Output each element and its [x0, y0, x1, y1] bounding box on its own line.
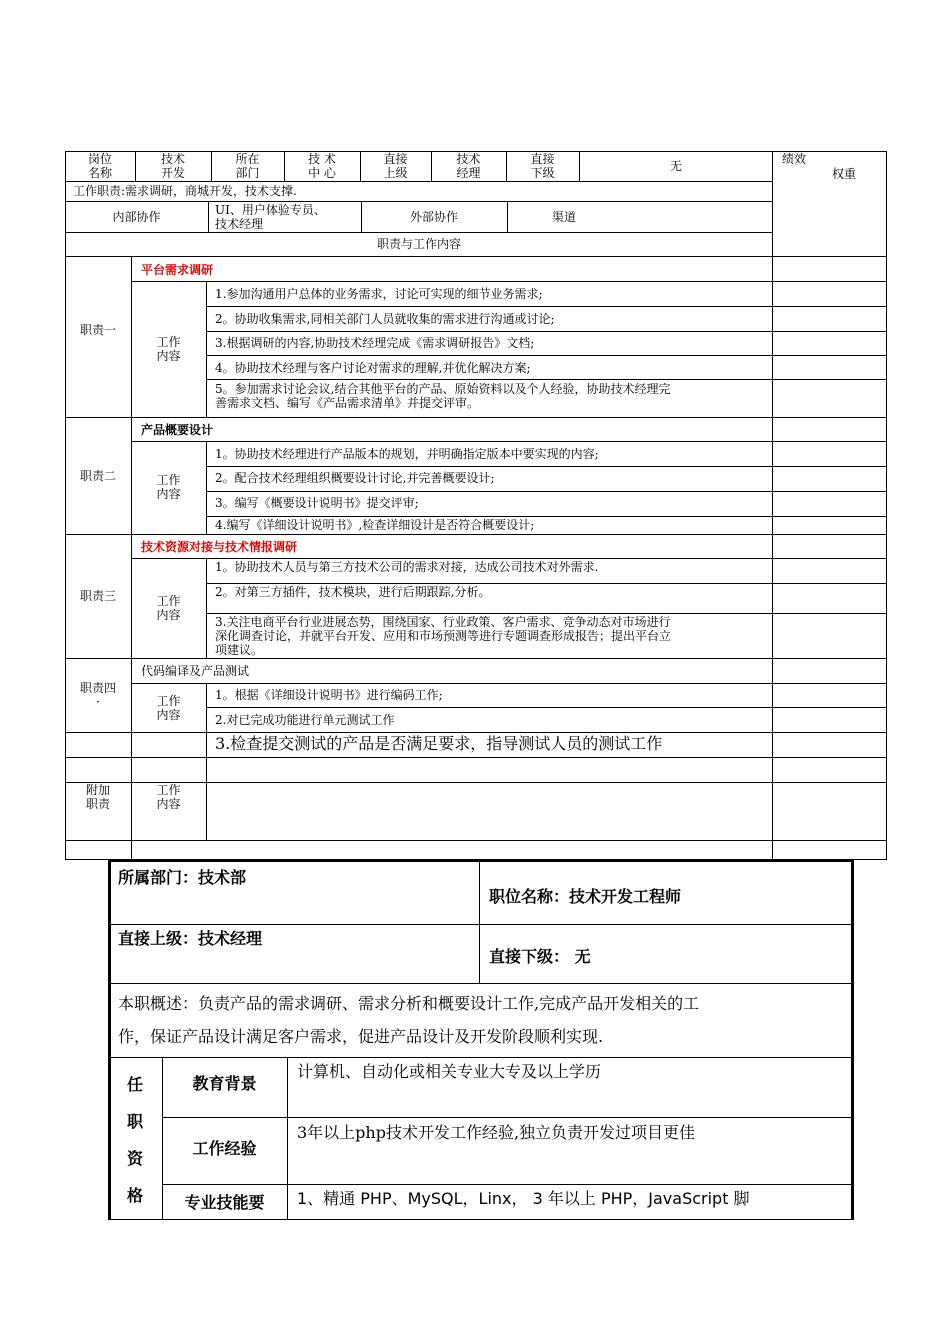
- grid-line: [206, 355, 773, 356]
- grid-line: [65, 201, 773, 202]
- grid-line: [131, 683, 773, 684]
- grid-line: [206, 466, 773, 467]
- duty-4-item: 1。根据《详细设计说明书》进行编码工作;: [215, 688, 443, 702]
- duty-summary: 工作职责:需求调研，商城开发，技术支撑.: [73, 184, 297, 198]
- grid-line: [772, 757, 887, 758]
- external-coop-label: 外部协作: [409, 210, 458, 224]
- duty-1-title: 平台需求调研: [141, 263, 214, 277]
- grid-line: [108, 983, 854, 984]
- grid-line: [206, 491, 773, 492]
- education-value: 计算机、自动化或相关专业大专及以上学历: [297, 1062, 602, 1081]
- duty-4-title: 代码编译及产品测试: [141, 664, 250, 678]
- grid-line: [479, 860, 480, 983]
- duty-3-item: 2。对第三方插件，技术模块，进行后期跟踪,分析。: [215, 585, 491, 599]
- section-title: 职责与工作内容: [376, 237, 461, 251]
- duty-4-work-label: 工作 内容: [156, 694, 181, 722]
- grid-line: [206, 583, 773, 584]
- grid-line: [206, 441, 207, 534]
- job-duty-table: [65, 151, 887, 860]
- grid-line: [287, 1057, 288, 1220]
- experience-value: 3年以上php技术开发工作经验,独立负责开发过项目更佳: [297, 1123, 696, 1142]
- duty-4-label: 职责四 ·: [79, 681, 116, 709]
- subordinate-value: 无: [669, 159, 682, 173]
- grid-line: [206, 707, 773, 708]
- grid-line: [206, 613, 773, 614]
- grid-line: [772, 516, 887, 517]
- duty-1-item: 2。协助收集需求,同相关部门人员就收集的需求进行沟通或讨论;: [215, 312, 555, 326]
- grid-line: [772, 732, 887, 733]
- grid-line: [772, 707, 887, 708]
- subordinate-field: 直接下级： 无: [489, 947, 591, 966]
- duty-4-extra-item: 3.检查提交测试的产品是否满足要求，指导测试人员的测试工作: [215, 734, 663, 753]
- duty-3-label: 职责三: [79, 589, 116, 603]
- grid-line: [131, 658, 132, 860]
- grid-line: [772, 583, 887, 584]
- duty-1-item: 3.根据调研的内容,协助技术经理完成《需求调研报告》文档;: [215, 336, 535, 350]
- superior-value: 技术 经理: [456, 152, 481, 180]
- duty-3-title: 技术资源对接与技术情报调研: [141, 540, 298, 554]
- duty-2-label: 职责二: [79, 469, 116, 483]
- grid-line: [65, 534, 773, 535]
- experience-label: 工作经验: [192, 1139, 257, 1158]
- grid-line: [772, 331, 887, 332]
- subordinate-label: 直接 下级: [530, 152, 555, 180]
- performance-label: 绩效: [782, 152, 807, 166]
- grid-line: [206, 281, 207, 417]
- duty-4-item: 2.对已完成功能进行单元测试工作: [215, 713, 395, 727]
- grid-line: [65, 181, 773, 182]
- skills-value: 1、精通 PHP、MySQL，Linx， 3 年以上 PHP，JavaScript 脚: [297, 1189, 750, 1208]
- duty-2-item: 3。编写《概要设计说明书》提交评审;: [215, 496, 419, 510]
- grid-line: [507, 201, 508, 232]
- grid-line: [108, 1057, 854, 1058]
- grid-line: [772, 281, 887, 282]
- grid-line: [772, 558, 887, 559]
- grid-line: [772, 683, 887, 684]
- table-side-column: [772, 151, 887, 860]
- grid-line: [131, 441, 773, 442]
- grid-line: [65, 732, 773, 733]
- duty-2-item: 4.编写《详细设计说明书》,检查详细设计是否符合概要设计;: [215, 518, 535, 532]
- duty-3-item: 1。协助技术人员与第三方技术公司的需求对接，达成公司技术对外需求.: [215, 560, 599, 574]
- weight-label: 权重: [832, 167, 857, 181]
- grid-line: [772, 782, 887, 783]
- grid-line: [206, 331, 773, 332]
- table-main-frame: [65, 151, 773, 860]
- department-value: 技 术 中 心: [308, 152, 336, 180]
- grid-line: [772, 441, 887, 442]
- grid-line: [65, 256, 773, 257]
- grid-line: [162, 1117, 854, 1118]
- skills-label: 专业技能要: [184, 1193, 265, 1212]
- grid-line: [772, 379, 887, 380]
- duty-2-work-label: 工作 内容: [156, 473, 181, 501]
- duty-1-item: 1.参加沟通用户总体的业务需求，讨论可实现的细节业务需求;: [215, 287, 543, 301]
- grid-line: [108, 924, 854, 925]
- internal-coop-value: UI、用户体验专员、 技术经理: [215, 203, 326, 231]
- internal-coop-label: 内部协作: [112, 210, 161, 224]
- grid-line: [162, 1184, 854, 1185]
- grid-line: [206, 379, 773, 380]
- qualification-label: 任 职 资 格: [126, 1075, 143, 1205]
- grid-line: [65, 417, 773, 418]
- duty-2-item: 1。协助技术经理进行产品版本的规划，并明确指定版本中要实现的内容;: [215, 447, 599, 461]
- grid-line: [131, 558, 773, 559]
- department-label: 所在 部门: [235, 152, 260, 180]
- duty-1-work-label: 工作 内容: [156, 335, 181, 363]
- duty-3-work-label: 工作 内容: [156, 594, 181, 622]
- grid-line: [206, 558, 207, 658]
- duty-2-title: 产品概要设计: [141, 423, 214, 437]
- duty-1-label: 职责一: [79, 323, 116, 337]
- department-field: 所属部门：技术部: [118, 868, 247, 887]
- grid-line: [772, 658, 887, 659]
- position-overview: 本职概述：负责产品的需求调研、需求分析和概要设计工作,完成产品开发相关的工 作，保证产品设计满足客户需求，促进产品设计及开发阶段顺利实现.: [118, 994, 700, 1046]
- grid-line: [772, 417, 887, 418]
- additional-duty-label: 附加 职责: [85, 783, 110, 811]
- grid-line: [65, 757, 773, 758]
- grid-line: [65, 840, 887, 841]
- position-name-label: 岗位 名称: [87, 152, 112, 180]
- grid-line: [65, 658, 773, 659]
- grid-line: [772, 534, 887, 535]
- grid-line: [65, 232, 773, 233]
- duty-3-item: 3.关注电商平台行业进展态势，围绕国家、行业政策、客户需求、竞争动态对市场进行 深化调查讨论，并就平台开发、应用和市场预测等进行专题调查形成报告；提出平台立 项建议。: [215, 615, 672, 657]
- grid-line: [772, 306, 887, 307]
- grid-line: [772, 491, 887, 492]
- duty-1-item: 5。参加需求讨论会议,结合其他平台的产品、原始资料以及个人经验，协助技术经理完 善需求文档、编写《产品需求清单》并提交评审。: [215, 382, 671, 410]
- position-card: [108, 860, 854, 1220]
- position-title-field: 职位名称：技术开发工程师: [489, 887, 682, 906]
- grid-line: [208, 201, 209, 232]
- grid-line: [206, 306, 773, 307]
- superior-field: 直接上级：技术经理: [118, 929, 263, 948]
- education-label: 教育背景: [192, 1074, 257, 1093]
- grid-line: [206, 516, 773, 517]
- external-coop-value: 渠道: [552, 210, 577, 224]
- grid-line: [772, 613, 887, 614]
- superior-label: 直接 上级: [383, 152, 408, 180]
- grid-line: [772, 466, 887, 467]
- grid-line: [772, 355, 887, 356]
- duty-1-item: 4。协助技术经理与客户讨论对需求的理解,并优化解决方案;: [215, 361, 531, 375]
- duty-2-item: 2。配合技术经理组织概要设计讨论,并完善概要设计;: [215, 471, 495, 485]
- position-name-value: 技术 开发: [160, 152, 185, 180]
- additional-work-label: 工作 内容: [156, 783, 181, 811]
- grid-line: [772, 256, 887, 257]
- grid-line: [131, 281, 773, 282]
